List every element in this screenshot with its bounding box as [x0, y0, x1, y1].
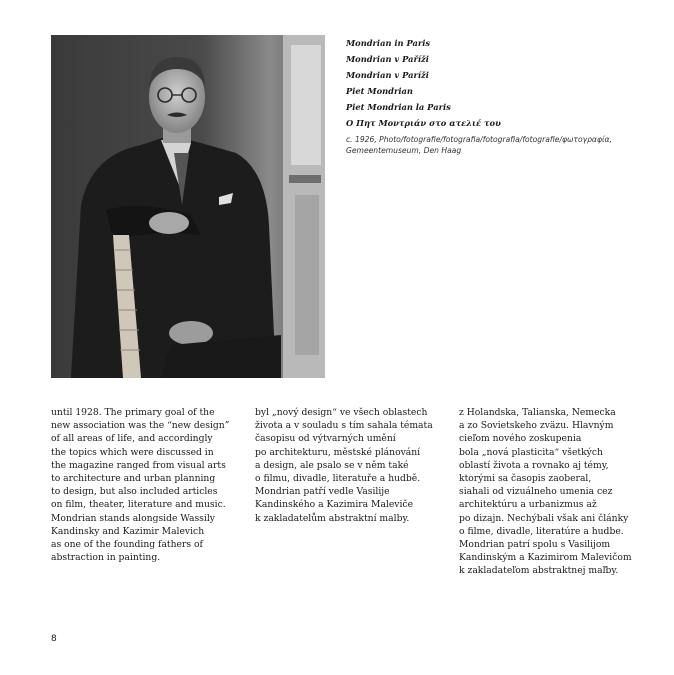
caption-title-cs: Mondrian v Paříži — [346, 53, 429, 64]
text-column-slovak — [459, 406, 659, 578]
text-line: as one of the founding fathers of — [51, 539, 203, 551]
text-line: o filmu, divadle, literatuře a hudbě. — [255, 473, 421, 485]
text-line: Mondrian stands alongside Wassily — [51, 512, 215, 524]
text-line: architektúru a urbanizmus až — [459, 499, 597, 511]
text-line: časopisu od výtvarných umění — [255, 433, 396, 445]
text-line: Kandinsky and Kazimir Malevich — [51, 525, 205, 537]
text-line: cieľom nového zoskupenia — [459, 433, 582, 445]
text-line: abstraction in painting. — [51, 552, 161, 564]
text-column-czech — [255, 406, 445, 525]
portrait-photo-icon — [51, 35, 325, 378]
caption-title-ro: Piet Mondrian la Paris — [346, 101, 451, 112]
caption-title-en: Mondrian in Paris — [346, 38, 431, 48]
text-line: oblastí života a rovnako aj témy, — [459, 459, 609, 471]
text-line: until 1928. The primary goal of the — [51, 407, 215, 418]
text-line: z Holandska, Talianska, Nemecka — [459, 407, 616, 418]
text-line: bola „nová plasticita“ všetkých — [459, 446, 603, 458]
photo-caption — [346, 36, 646, 156]
caption-credit-line: Gemeentemuseum, Den Haag — [346, 146, 462, 156]
text-line: o filme, divadle, literatúre a hudbe. — [459, 525, 624, 537]
text-line: Kandinského a Kazimira Maleviče — [255, 499, 414, 511]
text-line: Mondrian patrí spolu s Vasilijom — [459, 539, 611, 551]
caption-title-sk: Mondrian v Paríži — [346, 69, 429, 80]
text-line: a zo Sovietskeho zväzu. Hlavným — [459, 420, 614, 432]
text-line: siahali od vizuálneho umenia cez — [459, 486, 613, 498]
text-line: po dizajn. Nechýbali však ani články — [459, 512, 629, 524]
page-number: 8 — [51, 634, 57, 644]
text-line: Mondrian patří vedle Vasilije — [255, 486, 390, 498]
text-line: new association was the “new design” — [51, 420, 230, 432]
text-line: života a v souladu s tím sahala témata — [255, 420, 433, 432]
caption-title-el: Ο Πητ Μοντριάν στο ατελιέ του — [346, 117, 501, 128]
portrait-photo — [51, 35, 325, 378]
text-line: ktorými sa časopis zaoberal, — [459, 473, 592, 485]
text-line: k zakladatelům abstraktní malby. — [255, 512, 410, 524]
text-line: on film, theater, literature and music. — [51, 499, 226, 511]
caption-title-nl: Piet Mondrian — [346, 85, 413, 96]
text-line: Kandinským a Kazimirom Malevičom — [459, 552, 632, 564]
text-line: a design, ale psalo se v něm také — [255, 459, 409, 471]
text-line: to design, but also included articles — [51, 486, 218, 498]
text-line: the topics which were discussed in — [51, 446, 214, 458]
text-line: k zakladateľom abstraktnej maľby. — [459, 565, 619, 577]
text-line: to architecture and urban planning — [51, 473, 216, 485]
caption-credit-line: c. 1926, Photo/fotografie/fotografia/fotografia/fotografie/φωτογραφία, — [346, 135, 612, 145]
text-column-english — [51, 406, 241, 564]
text-line: of all areas of life, and accordingly — [51, 433, 213, 445]
text-line: po architekturu, městské plánování — [255, 446, 421, 458]
caption-credit — [346, 134, 646, 156]
text-line: byl „nový design“ ve všech oblastech — [255, 407, 428, 418]
text-line: the magazine ranged from visual arts — [51, 459, 226, 471]
